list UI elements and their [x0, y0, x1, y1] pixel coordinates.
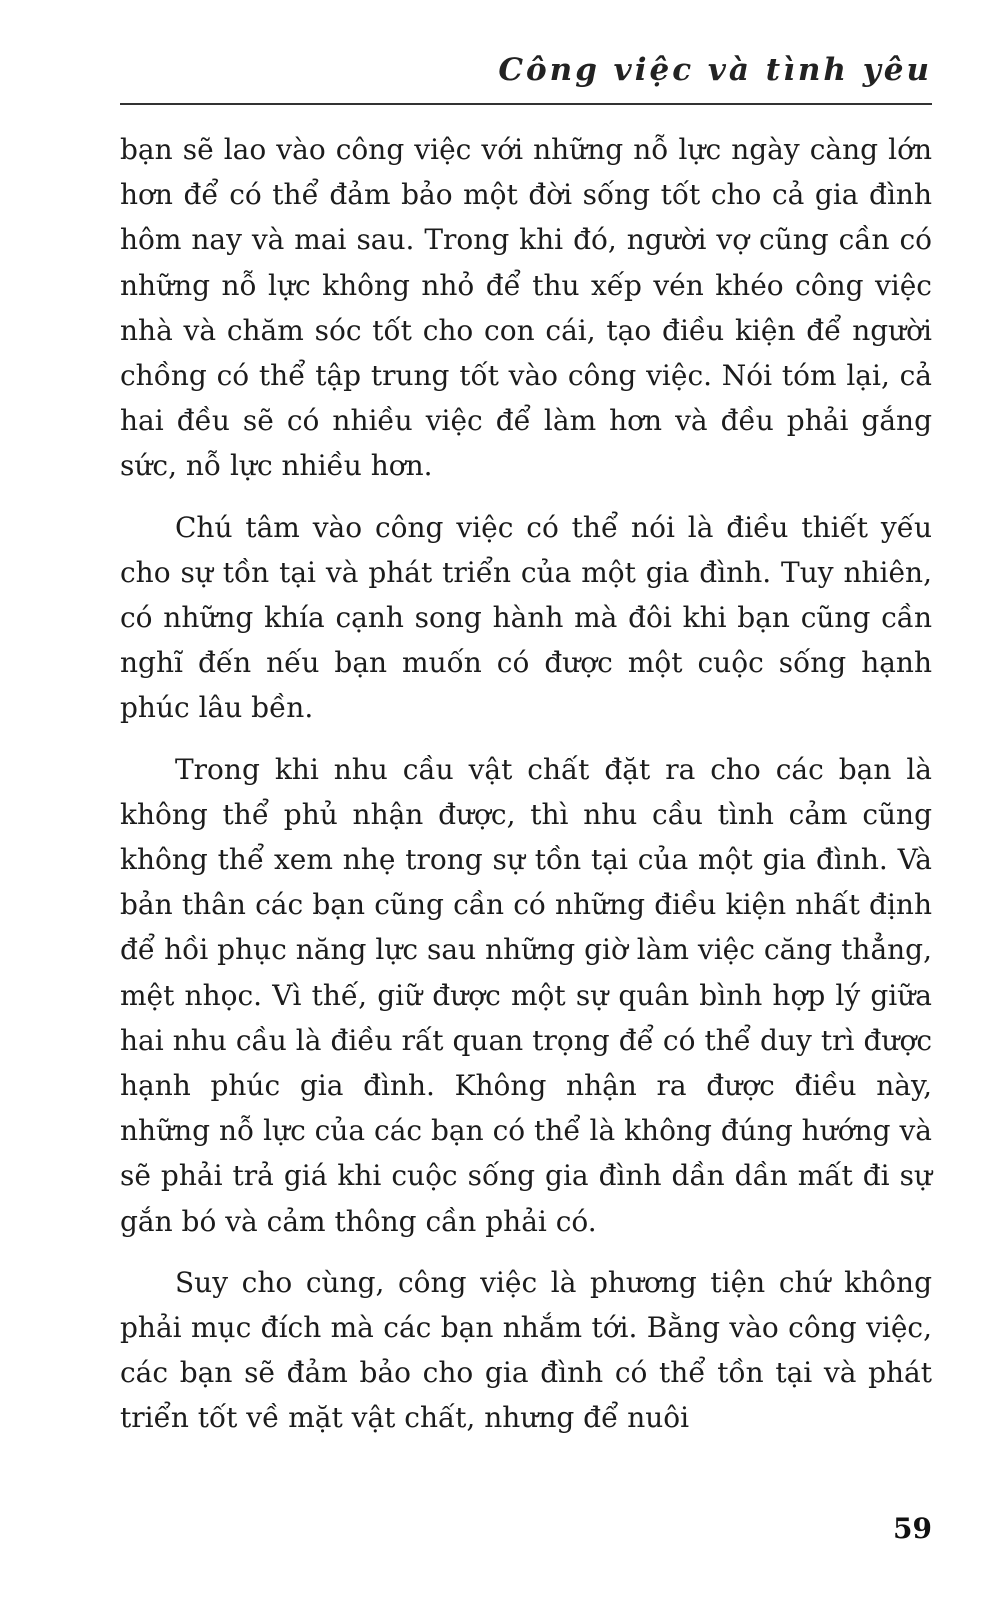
page-number: 59 [893, 1512, 932, 1545]
body-text [120, 127, 932, 1457]
header-divider [120, 103, 932, 105]
paragraph: Suy cho cùng, công việc là phương tiện chứ không phải mục đích mà các bạn nhắm tới. Bằng vào công việc, các bạn sẽ đảm bảo cho gia đình có thể tồn tại và phát triển tốt về mặt vật chất, nhưng để nuôi [120, 1265, 932, 1435]
paragraph: Chú tâm vào công việc có thể nói là điều thiết yếu cho sự tồn tại và phát triển của một gia đình. Tuy nhiên, có những khía cạnh song hành mà đôi khi bạn cũng cần nghĩ đến nếu bạn muốn có được một cuộc sống hạnh phúc lâu bền. [120, 510, 932, 725]
running-header-title: Công việc và tình yêu [498, 52, 932, 88]
paragraph: bạn sẽ lao vào công việc với những nỗ lực ngày càng lớn hơn để có thể đảm bảo một đời sống tốt cho cả gia đình hôm nay và mai sau. Trong khi đó, người vợ cũng cần có những nỗ lực không nhỏ để thu xếp vén khéo công việc nhà và chăm sóc tốt cho con cái, tạo điều kiện để người chồng có thể tập trung tốt vào công việc. Nói tóm lại, cả hai đều sẽ có nhiều việc để làm hơn và đều phải gắng sức, nỗ lực nhiều hơn. [120, 133, 932, 483]
paragraph: Trong khi nhu cầu vật chất đặt ra cho các bạn là không thể phủ nhận được, thì nhu cầu tình cảm cũng không thể xem nhẹ trong sự tồn tại của một gia đình. Và bản thân các bạn cũng cần có những điều kiện nhất định để hồi phục năng lực sau những giờ làm việc căng thẳng, mệt nhọc. Vì thế, giữ được một sự quân bình hợp lý giữa hai nhu cầu là điều rất quan trọng để có thể duy trì được hạnh phúc gia đình. Không nhận ra được điều này, những nỗ lực của các bạn có thể là không đúng hướng và sẽ phải trả giá khi cuộc sống gia đình dần dần mất đi sự gắn bó và cảm thông cần phải có. [120, 752, 932, 1238]
